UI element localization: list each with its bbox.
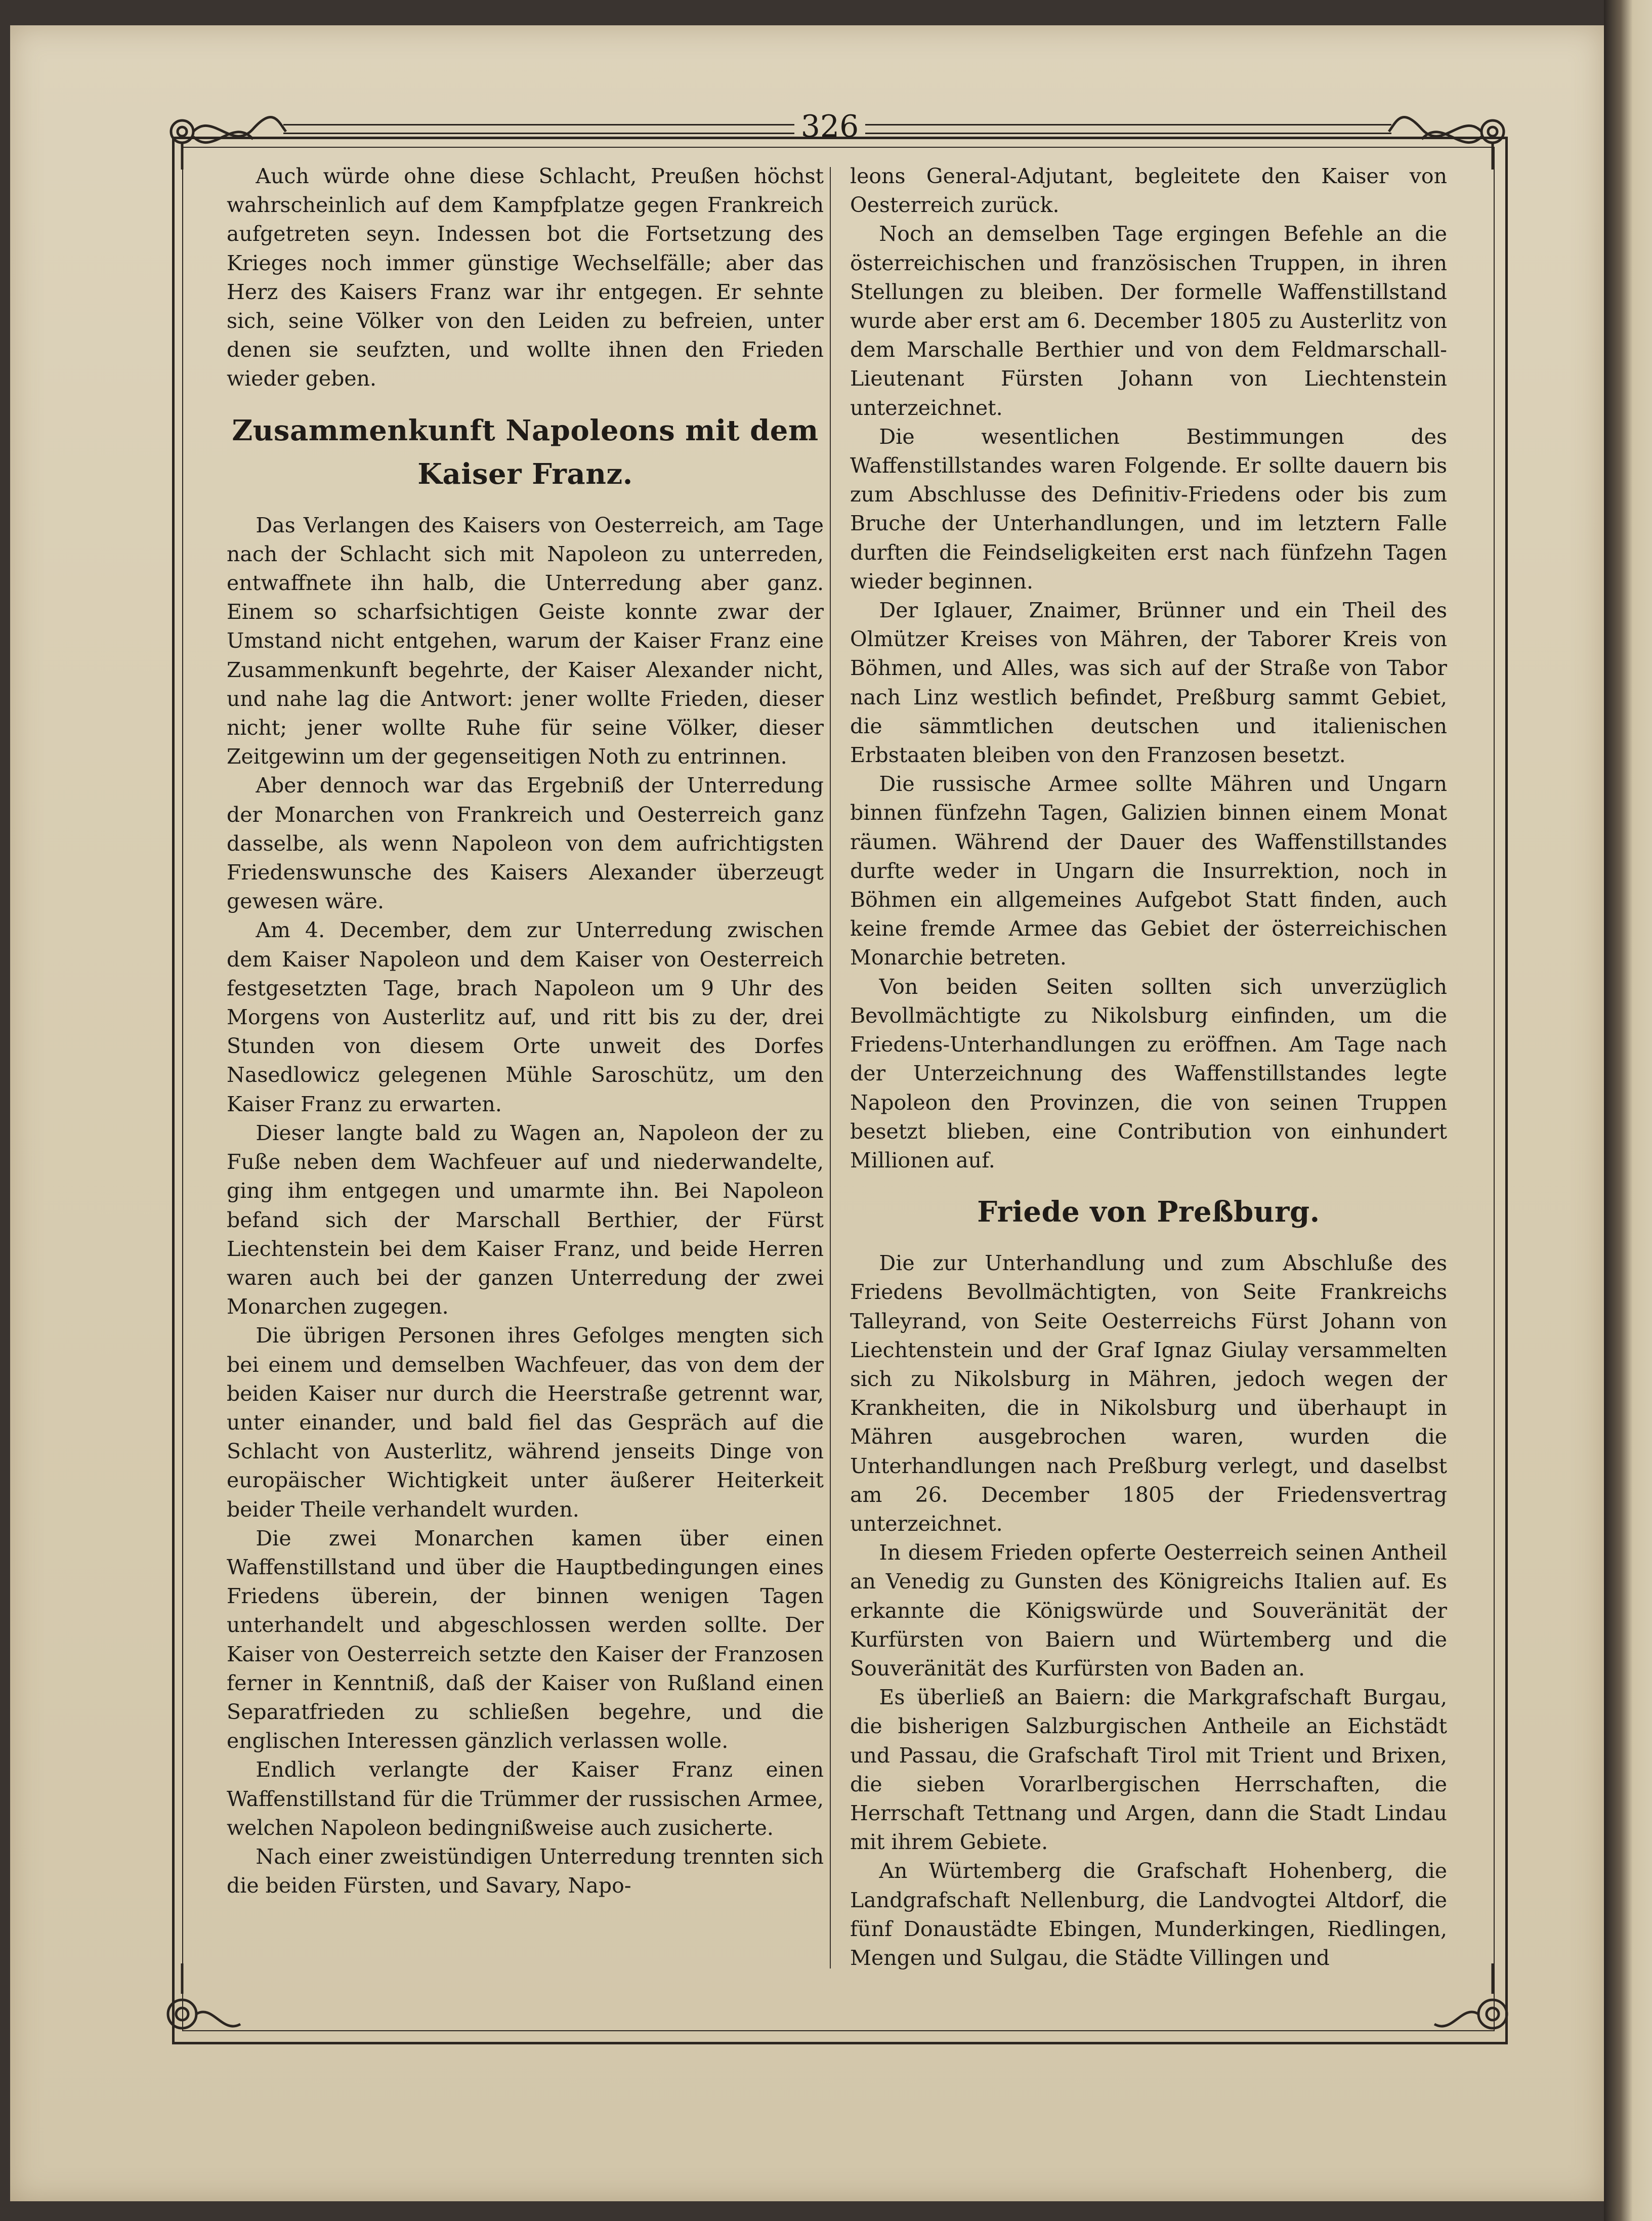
paragraph: Die russische Armee sollte Mähren und Ungarn binnen fünfzehn Tagen, Galizien binnen einem Monat räumen. Während der Dauer des Waffenstillstandes durfte weder in Ungarn die Insurrektion, noch in Böhmen ein allgemeines Aufgebot Statt finden, auch keine fremde Armee das Gebiet der österreichischen Monarchie betreten. bbox=[850, 772, 1447, 970]
paragraph: Der Iglauer, Znaimer, Brünner und ein Theil des Olmützer Kreises von Mähren, der Taborer Kreis von Böhmen, und Alles, was sich auf der Straße von Tabor nach Linz westlich befindet, Preßburg sammt Gebiet, die sämmtlichen deutschen und italienischen Erbstaaten bleiben von den Franzosen besetzt. bbox=[850, 598, 1447, 768]
paragraph: Die zur Unterhandlung und zum Abschluße des Friedens Bevollmächtigten, von Seite Frankreichs Talleyrand, von Seite Oesterreichs Fürst Johann von Liechtenstein und der Graf Ignaz Giulay versammelten sich zu Nikolsburg in Mähren, jedoch wegen der Krankheiten, die in Nikolsburg und überhaupt in Mähren ausgebrochen waren, wurden die Unterhandlungen nach Preßburg verlegt, und daselbst am 26. December 1805 der Friedensvertrag unterzeichnet. bbox=[850, 1251, 1447, 1536]
paragraph: Die zwei Monarchen kamen über einen Waffenstillstand und über die Hauptbedingungen eines Friedens überein, der binnen wenigen Tagen unterhandelt und abgeschlossen werden sollte. Der Kaiser von Oesterreich setzte den Kaiser der Franzosen ferner in Kenntniß, daß der Kaiser von Rußland einen Separatfrieden zu schließen begehre, und die englischen Interessen gänzlich verlassen wolle. bbox=[227, 1526, 824, 1753]
paragraph: Noch an demselben Tage ergingen Befehle an die österreichischen und französischen Truppen, in ihren Stellungen zu bleiben. Der formelle Waffenstillstand wurde aber erst am 6. December 1805 zu Austerlitz von dem Marschalle Berthier und von dem Feldmarschall-Lieutenant Fürsten Johann von Liechtenstein unterzeichnet. bbox=[850, 222, 1447, 420]
paragraph: Von beiden Seiten sollten sich unverzüglich Bevollmächtigte zu Nikolsburg einfinden, um die Friedens-Unterhandlungen zu eröffnen. Am Tage nach der Unterzeichnung des Waffenstillstandes legte Napoleon den Provinzen, die von seinen Truppen besetzt blieben, eine Contribution von einhundert Millionen auf. bbox=[850, 974, 1447, 1172]
header-rule-left-2 bbox=[283, 133, 794, 134]
scroll-ornament-icon bbox=[162, 101, 288, 172]
paragraph: Auch würde ohne diese Schlacht, Preußen höchst wahrscheinlich auf dem Kampfplatze gegen Frankreich aufgetreten seyn. Indessen bot die Fortsetzung des Krieges noch immer günstige Wechselfälle; aber das Herz des Kaisers Franz war ihr entgegen. Er sehnte sich, seine Völker von den Leiden zu befreien, unter denen sie seufzten, und wollte ihnen den Frieden wieder geben. bbox=[227, 164, 824, 391]
paragraph: Die wesentlichen Bestimmungen des Waffenstillstandes waren Folgende. Er sollte dauern bis zum Abschlusse des Definitiv-Friedens oder bis zum Bruche der Unterhandlungen, und im letztern Falle durften die Feindseligkeiten erst nach fünfzehn Tagen wieder beginnen. bbox=[850, 424, 1447, 594]
paragraph: Nach einer zweistündigen Unterredung trennten sich die beiden Fürsten, und Savary, Napo- bbox=[227, 1844, 824, 1898]
scroll-ornament-icon bbox=[1432, 1963, 1513, 2049]
paragraph: An Würtemberg die Grafschaft Hohenberg, die Landgrafschaft Nellenburg, die Landvogtei Altdorf, die fünf Donaustädte Ebingen, Munderkingen, Riedlingen, Mengen und Sulgau, die Städte Villingen und bbox=[850, 1859, 1447, 1970]
paragraph: Die übrigen Personen ihres Gefolges mengten sich bei einem und demselben Wachfeuer, das von dem der beiden Kaiser nur durch die Heerstraße getrennt war, unter einander, und bald fiel das Gespräch auf die Schlacht von Austerlitz, während jenseits Dinge von europäischer Wichtigkeit unter äußerer Heiterkeit beider Theile verhandelt wurden. bbox=[227, 1323, 824, 1522]
right-column bbox=[850, 162, 1447, 1973]
column-divider bbox=[830, 167, 831, 1968]
book-binding-edge bbox=[1604, 0, 1652, 2221]
header-rule-left bbox=[283, 124, 794, 125]
left-column bbox=[227, 162, 824, 1900]
section-heading: Friede von Preßburg. bbox=[977, 1195, 1320, 1229]
header-rule-right-2 bbox=[865, 133, 1391, 134]
scroll-ornament-icon bbox=[162, 1963, 243, 2049]
paragraph: leons General-Adjutant, begleitete den Kaiser von Oesterreich zurück. bbox=[850, 164, 1447, 218]
page-number: 326 bbox=[800, 109, 859, 144]
paragraph: Es überließ an Baiern: die Markgrafschaft Burgau, die bisherigen Salzburgischen Antheile an Eichstädt und Passau, die Grafschaft Tirol mit Trient und Brixen, die sieben Vorarlbergischen Herrschaften, die Herrschaft Tettnang und Argen, dann die Stadt Lindau mit ihrem Gebiete. bbox=[850, 1685, 1447, 1855]
paragraph: Das Verlangen des Kaisers von Oesterreich, am Tage nach der Schlacht sich mit Napoleon zu unterreden, entwaffnete ihn halb, die Unterredung aber ganz. Einem so scharfsichtigen Geiste konnte zwar der Umstand nicht entgehen, warum der Kaiser Franz eine Zusammenkunft begehrte, der Kaiser Alexander nicht, und nahe lag die Antwort: jener wollte Frieden, dieser nicht; jener wollte Ruhe für seine Völker, dieser Zeitgewinn um der gegenseitigen Noth zu entrinnen. bbox=[227, 513, 824, 769]
section-heading: Zusammenkunft Napoleons mit dem Kaiser Franz. bbox=[232, 413, 819, 491]
paragraph: Aber dennoch war das Ergebniß der Unterredung der Monarchen von Frankreich und Oesterreich ganz dasselbe, als wenn Napoleon von dem aufrichtigsten Friedenswunsche des Kaisers Alexander überzeugt gewesen wäre. bbox=[227, 773, 824, 914]
scroll-ornament-icon bbox=[1386, 101, 1513, 172]
paragraph: Dieser langte bald zu Wagen an, Napoleon der zu Fuße neben dem Wachfeuer auf und niederwandelte, ging ihm entgegen und umarmte ihn. Bei Napoleon befand sich der Marschall Berthier, der Fürst Liechtenstein bei dem Kaiser Franz, und beide Herren waren auch bei der ganzen Unterredung der zwei Monarchen zugegen. bbox=[227, 1120, 824, 1319]
paragraph: In diesem Frieden opferte Oesterreich seinen Antheil an Venedig zu Gunsten des Königreichs Italien auf. Es erkannte die Königswürde und Souveränität der Kurfürsten von Baiern und Würtemberg und die Souveränität des Kurfürsten von Baden an. bbox=[850, 1540, 1447, 1681]
paragraph: Endlich verlangte der Kaiser Franz einen Waffenstillstand für die Trümmer der russischen Armee, welchen Napoleon bedingnißweise auch zusicherte. bbox=[227, 1757, 824, 1840]
header-rule-right bbox=[865, 124, 1391, 125]
paragraph: Am 4. December, dem zur Unterredung zwischen dem Kaiser Napoleon und dem Kaiser von Oesterreich festgesetzten Tage, brach Napoleon um 9 Uhr des Morgens von Austerlitz auf, und ritt bis zu der, drei Stunden von diesem Orte unweit des Dorfes Nasedlowicz gelegenen Mühle Saroschütz, um den Kaiser Franz zu erwarten. bbox=[227, 918, 824, 1116]
